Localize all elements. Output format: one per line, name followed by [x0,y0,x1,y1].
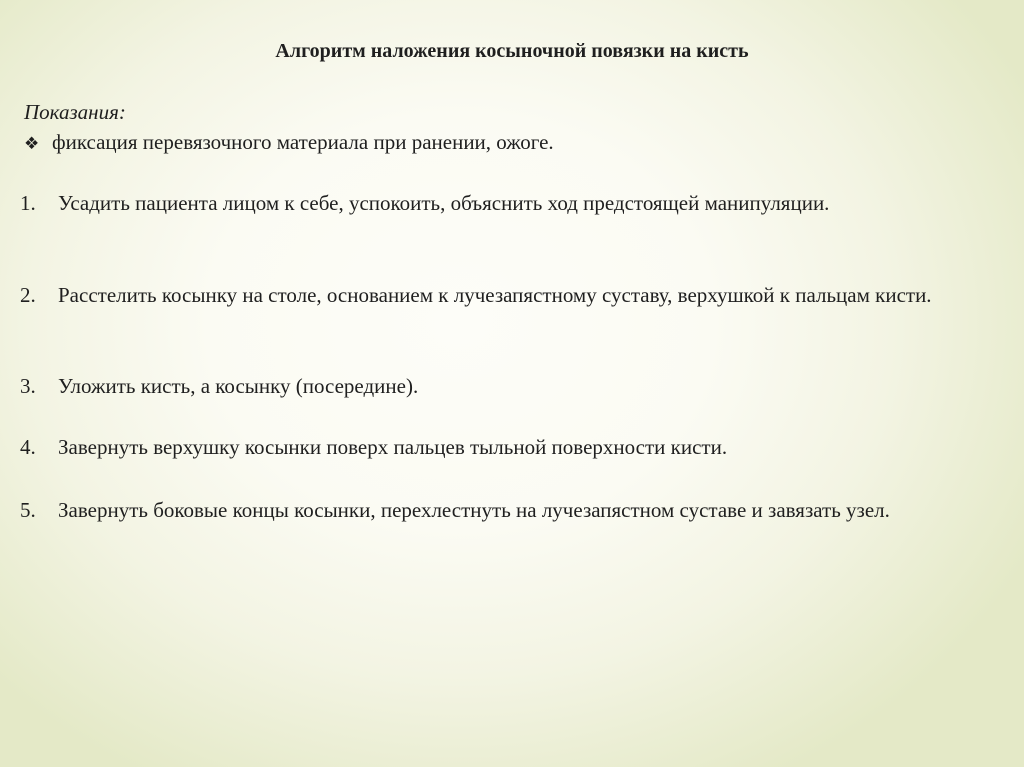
indication-text: фиксация перевязочного материала при ранении, ожоге. [52,130,554,154]
step-item [20,432,970,463]
step-item [20,280,970,311]
step-text: Уложить кисть, а косынку (посередине). [58,374,419,398]
diamond-bullet-icon: ❖ [24,134,40,153]
step-item [20,495,970,526]
step-item [20,188,970,219]
step-text: Расстелить косынку на столе, основанием к лучезапястному суставу, верхушкой к пальцам кисти. [58,283,932,307]
step-text: Завернуть боковые концы косынки, перехлестнуть на лучезапястном суставе и завязать узел. [58,498,890,522]
indications-section [24,98,974,158]
step-number: 4. [20,435,36,459]
step-number: 1. [20,191,36,215]
step-number: 5. [20,498,36,522]
step-text: Завернуть верхушку косынки поверх пальцев тыльной поверхности кисти. [58,435,728,459]
slide-title: Алгоритм наложения косыночной повязки на кисть [275,40,749,62]
step-text: Усадить пациента лицом к себе, успокоить, объяснить ход предстоящей манипуляции. [58,191,830,215]
step-number: 3. [20,374,36,398]
indication-item [24,128,974,158]
step-number: 2. [20,283,36,307]
indications-label: Показания: [24,100,126,124]
step-item [20,371,970,402]
